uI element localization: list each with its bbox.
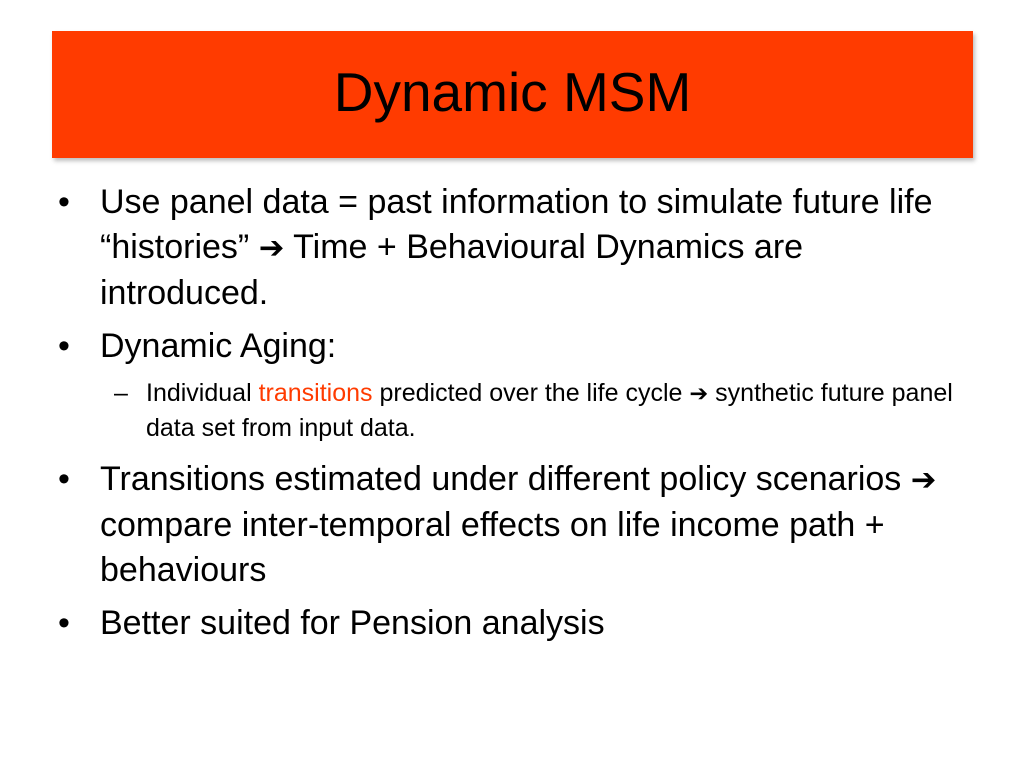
bullet-marker: • — [58, 327, 70, 365]
bullet-marker: • — [58, 460, 70, 498]
sub-bullet-item — [58, 376, 958, 445]
bullet-text: compare inter-temporal effects on life income path + behaviours — [100, 506, 885, 589]
right-arrow-icon: ➔ — [258, 231, 285, 266]
bullet-item — [58, 601, 958, 646]
bullet-item — [58, 457, 958, 593]
sub-bullet-text: synthetic future panel data set from input data. — [146, 379, 953, 442]
slide-title: Dynamic MSM — [333, 61, 692, 123]
bullet-text: Time + Behavioural Dynamics are introduced. — [100, 228, 804, 312]
right-arrow-icon: ➔ — [689, 381, 709, 407]
sub-bullet-marker: – — [114, 379, 128, 407]
bullet-text: Dynamic Aging: — [100, 327, 337, 365]
bullet-text: Use panel data = past information to simulate future life “histories” — [100, 183, 933, 266]
bullet-marker: • — [58, 604, 70, 642]
highlighted-term: transitions — [258, 379, 373, 407]
slide-body — [58, 180, 958, 654]
bullet-marker: • — [58, 183, 70, 221]
right-arrow-icon: ➔ — [910, 463, 937, 498]
sub-bullet-text: Individual — [146, 379, 259, 407]
bullet-text: Transitions estimated under different policy scenarios — [100, 460, 911, 498]
bullet-item — [58, 324, 958, 369]
title-banner — [52, 31, 973, 158]
bullet-item — [58, 180, 958, 316]
bullet-text: Better suited for Pension analysis — [100, 604, 605, 642]
sub-bullet-text: predicted over the life cycle — [372, 379, 690, 407]
